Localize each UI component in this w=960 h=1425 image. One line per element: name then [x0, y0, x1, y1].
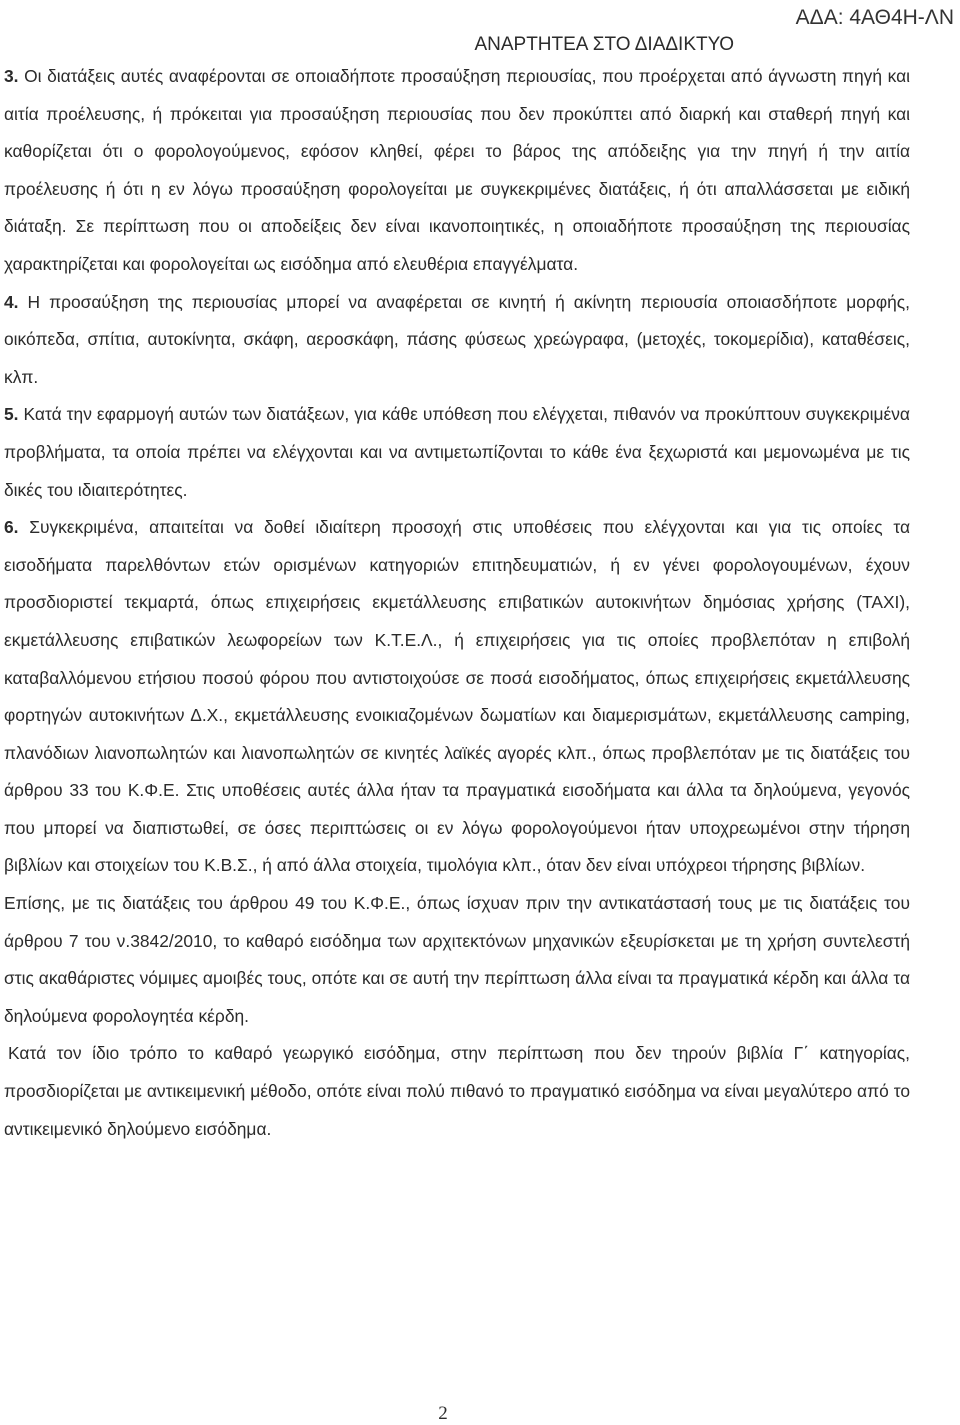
paragraph-text: Οι διατάξεις αυτές αναφέρονται σε οποιαδήποτε προσαύξηση περιουσίας, που προέρχεται από άγνωστη πηγή και αιτία προέλευσης, ή πρόκειται για προσαύξηση περιουσίας που δεν προκύπτει από διαρκή και σταθερή πηγή και καθορίζεται ότι ο φορολογούμενος, εφόσον κληθεί, φέρει το βάρος της απόδειξης για την πηγή ή την αιτία προέλευσης ή ότι η εν λόγω προσαύξηση φορολογείται με συγκεκριμένες διατάξεις, ή ότι απαλλάσσεται με ειδική διάταξη. Σε περίπτωση που οι αποδείξεις δεν είναι ικανοποιητικές, η οποιαδήποτε προσαύξηση της περιουσίας χαρακτηρίζεται και φορολογείται ως εισόδημα από ελευθέρια επαγγέλματα. — [4, 66, 911, 274]
paragraph-number: 3. — [4, 66, 19, 86]
page-header — [474, 4, 954, 58]
posting-notice: ΑΝΑΡΤΗΤΕΑ ΣΤΟ ΔΙΑΔΙΚΤΥΟ — [474, 34, 734, 55]
paragraph-text: Κατά την εφαρμογή αυτών των διατάξεων, για κάθε υπόθεση που ελέγχεται, πιθανόν να προκύπτουν συγκεκριμένα προβλήματα, τα οποία πρέπει να ελέγχονται και να αντιμετωπίζονται το κάθε ένα ξεχωριστά και μεμονωμένα με τις δικές του ιδιαιτερότητες. — [4, 404, 910, 500]
document-body — [4, 58, 910, 1148]
paragraph-4 — [4, 284, 910, 397]
paragraph-number: 6. — [4, 517, 19, 538]
paragraph-text: Συγκεκριμένα, απαιτείται να δοθεί ιδιαίτερη προσοχή στις υποθέσεις που ελέγχονται και για τις οποίες τα εισοδήματα παρελθόντων ετών ορισμένων κατηγοριών επιτηδευματιών, ή εν γένει φορολογουμένων, έχουν προσδιοριστεί τεκμαρτά, όπως επιχειρήσεις εκμετάλλευσης επιβατικών αυτοκινήτων δημόσιας χρήσης (ΤΑΧΙ), εκμετάλλευσης επιβατικών λεωφορείων των Κ.Τ.Ε.Λ., ή επιχειρήσεις για τις οποίες προβλεπόταν η επιβολή καταβαλλόμενου ετήσιου ποσού φόρου που αντιστοιχούσε σε ποσά εισοδήματος, όπως επιχειρήσεις εκμετάλλευσης φορτηγών αυτοκινήτων Δ.Χ., εκμετάλλευσης ενοικιαζομένων δωματίων και διαμερισμάτων, εκμετάλλευσης camping, πλανόδιων λιανοπωλητών και λιανοπωλητών σε κινητές λαϊκές αγορές κλπ., όπως προβλεπόταν με τις διατάξεις του άρθρου 33 του Κ.Φ.Ε. Στις υποθέσεις αυτές άλλα ήταν τα πραγματικά εισοδήματα και άλλα τα δηλούμενα, γεγονός που μπορεί να διαπιστωθεί, σε όσες περιπτώσεις οι εν λόγω φορολογούμενοι ήταν υποχρεωμένοι στην τήρηση βιβλίων και στοιχείων του Κ.Β.Σ., ή από άλλα στοιχεία, τιμολόγια κλπ., όταν δεν είναι υπόχρεοι τήρησης βιβλίων. — [4, 517, 911, 876]
paragraph-text: Επίσης, με τις διατάξεις του άρθρου 49 του Κ.Φ.Ε., όπως ίσχυαν πριν την αντικατάστασή τους με τις διατάξεις του άρθρου 7 του ν.3842/2010, το καθαρό εισόδημα των αρχιτεκτόνων μηχανικών εξευρίσκεται με τη χρήση συντελεστή στις ακαθάριστες νόμιμες αμοιβές τους, οπότε και σε αυτή την περίπτωση άλλα είναι τα πραγματικά κέρδη και άλλα τα δηλούμενα φορολογητέα κέρδη. — [4, 893, 910, 1026]
paragraph-6 — [4, 509, 910, 885]
paragraph-agricultural-income — [4, 1035, 910, 1148]
paragraph-5 — [4, 396, 910, 509]
paragraph-text: Η προσαύξηση της περιουσίας μπορεί να αναφέρεται σε κινητή ή ακίνητη περιουσία οποιασδήποτε μορφής, οικόπεδα, σπίτια, αυτοκίνητα, σκάφη, αεροσκάφη, πάσης φύσεως χρεώγραφα, (μετοχές, τοκομερίδια), καταθέσεις, κλπ. — [4, 291, 910, 387]
page-number: 2 — [438, 1403, 448, 1424]
paragraph-article-49 — [4, 885, 910, 1035]
paragraph-text: Κατά τον ίδιο τρόπο το καθαρό γεωργικό εισόδημα, στην περίπτωση που δεν τηρούν βιβλία Γ΄ κατηγορίας, προσδιορίζεται με αντικειμενική μέθοδο, οπότε είναι πολύ πιθανό το πραγματικό εισόδημα να είναι μεγαλύτερο από το αντικειμενικό δηλούμενο εισόδημα. — [4, 1043, 910, 1139]
paragraph-3 — [4, 58, 910, 284]
paragraph-number: 5. — [4, 404, 19, 425]
paragraph-number: 4. — [4, 291, 19, 312]
ada-code: ΑΔΑ: 4ΑΘ4Η-ΛΝ — [795, 6, 954, 29]
